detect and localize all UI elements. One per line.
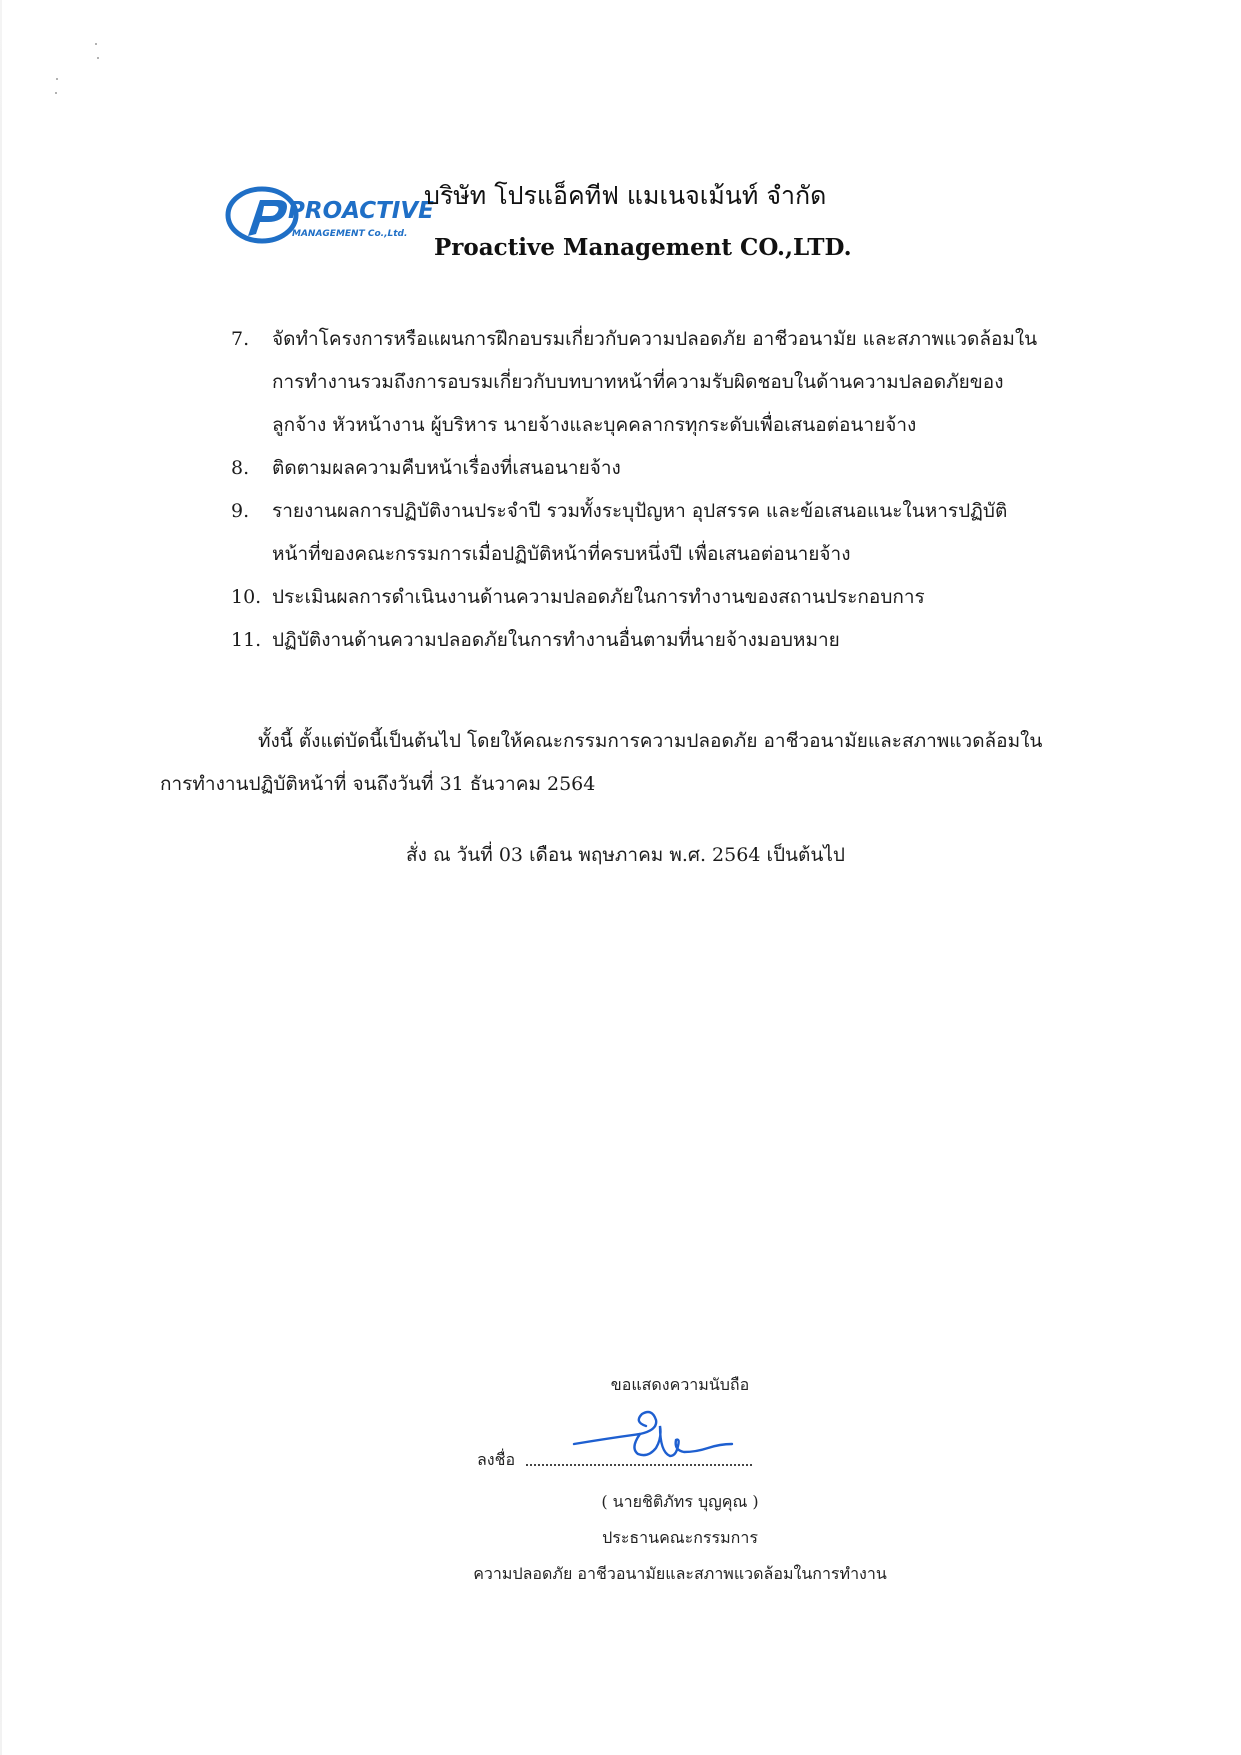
logo-text: PROACTIVE — [288, 198, 434, 224]
list-item-text: รายงานผลการปฏิบัติงานประจำปี รวมทั้งระบุปัญหา อุปสรรค และข้อเสนอแนะในหารปฏิบัติ หน้าที่ของคณะกรรมการเมื่อปฏิบัติหน้าที่ครบหนึ่งปี เพื่อเสนอต่อนายจ้าง — [272, 500, 1008, 565]
company-logo — [226, 186, 434, 244]
scan-speck — [56, 78, 58, 80]
company-name-english: Proactive Management CO.,LTD. — [434, 234, 852, 261]
list-item-text: ประเมินผลการดำเนินงานด้านความปลอดภัยในการทำงานของสถานประกอบการ — [272, 586, 925, 608]
duties-list — [226, 318, 1086, 662]
handwritten-signature — [570, 1404, 740, 1466]
list-item-text: จัดทำโครงการหรือแผนการฝึกอบรมเกี่ยวกับความปลอดภัย อาชีวอนามัย และสภาพแวดล้อมใน การทำงานรวมถึงการอบรมเกี่ยวกับบทบาทหน้าที่ความรับผิดชอบในด้านความปลอดภัยของ ลูกจ้าง หัวหน้างาน ผู้บริหาร นายจ้างและบุคคลากรทุกระดับเพื่อเสนอต่อนายจ้าง — [272, 328, 1038, 436]
signature-block — [360, 1360, 1000, 1592]
closing-paragraph: ทั้งนี้ ตั้งแต่บัดนี้เป็นต้นไป โดยให้คณะกรรมการความปลอดภัย อาชีวอนามัยและสภาพแวดล้อมใน การทำงานปฏิบัติหน้าที่ จนถึงวันที่ 31 ธันวาคม 2564 — [160, 730, 1043, 795]
scan-speck — [55, 92, 57, 94]
signer-title: ประธานคณะกรรมการ — [602, 1528, 758, 1547]
order-date: สั่ง ณ วันที่ 03 เดือน พฤษภาคม พ.ศ. 2564 เป็นต้นไป — [406, 844, 845, 866]
scan-speck — [97, 57, 99, 59]
regards-text: ขอแสดงความนับถือ — [610, 1375, 750, 1394]
list-item-number: 8. — [231, 457, 250, 479]
list-item-number: 7. — [231, 328, 250, 350]
list-item-number: 10. — [231, 586, 262, 608]
scan-speck — [95, 43, 97, 45]
list-item-number: 11. — [231, 629, 262, 651]
list-item — [226, 576, 1086, 619]
sign-label: ลงชื่อ — [477, 1450, 516, 1469]
logo-subtext: MANAGEMENT Co.,Ltd. — [292, 229, 408, 239]
logo-mark-icon — [228, 189, 296, 241]
sign-row — [360, 1410, 1000, 1472]
list-item — [226, 447, 1086, 490]
page-edge — [0, 0, 2, 1755]
list-item — [226, 318, 1086, 447]
list-item — [226, 619, 1086, 662]
list-item-number: 9. — [231, 500, 250, 522]
company-name-thai: บริษัท โปรแอ็คทีฟ แมเนจเม้นท์ จำกัด — [424, 181, 827, 210]
list-item-text: ปฏิบัติงานด้านความปลอดภัยในการทำงานอื่นตามที่นายจ้างมอบหมาย — [272, 629, 840, 651]
signer-name: ( นายชิติภัทร บุญคุณ ) — [601, 1492, 759, 1511]
list-item — [226, 490, 1086, 576]
signer-committee: ความปลอดภัย อาชีวอนามัยและสภาพแวดล้อมในการทำงาน — [473, 1564, 887, 1583]
list-item-text: ติดตามผลความคืบหน้าเรื่องที่เสนอนายจ้าง — [272, 457, 621, 479]
